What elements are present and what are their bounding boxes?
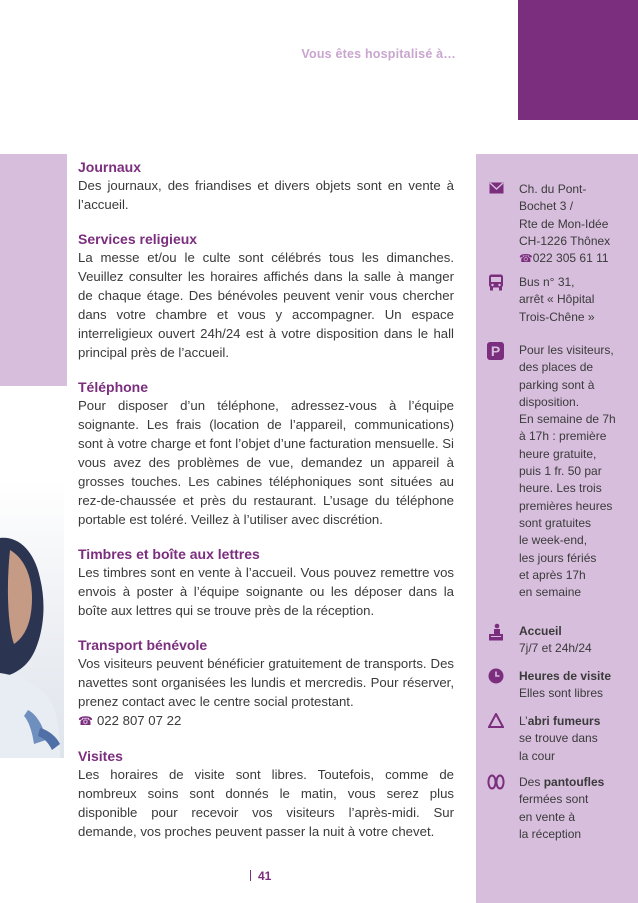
reception-desk-icon xyxy=(487,623,505,641)
visits-text: Elles sont libres xyxy=(519,686,604,701)
telephone-icon: ☎ xyxy=(78,714,93,728)
page-number-value: 41 xyxy=(258,869,272,883)
slippers-icon xyxy=(487,774,505,792)
parking-line: et après 17h xyxy=(519,567,586,582)
section-title: Services religieux xyxy=(78,231,198,247)
parking-line: puis 1 fr. 50 par xyxy=(519,464,602,479)
person-photo-illustration xyxy=(0,478,64,758)
phone-number: 022 807 07 22 xyxy=(96,713,182,728)
bus-line: Bus n° 31, xyxy=(519,275,575,289)
parking-line: heure. Les trois xyxy=(519,481,602,496)
section-telephone xyxy=(78,378,454,529)
page-header: Vous êtes hospitalisé à… xyxy=(301,47,456,61)
warning-triangle-icon xyxy=(487,713,505,731)
parking-line: parking sont à xyxy=(519,377,595,392)
section-body: Les timbres sont en vente à l’accueil. Vous pouvez remettre vos envois à poster à l’équipe soignante ou les déposer dans la boîte aux lettres qui se trouve près de la réception. xyxy=(78,565,454,618)
page-number-divider xyxy=(250,870,251,881)
bus-line: Trois-Chêne » xyxy=(519,309,595,324)
section-title: Visites xyxy=(78,748,123,764)
photo-fragment xyxy=(0,478,64,758)
slippers-bold: pantoufles xyxy=(543,775,605,789)
visits-title: Heures de visite xyxy=(519,669,612,683)
smoking-line: se trouve dans xyxy=(519,731,598,746)
parking-line: Pour les visiteurs, xyxy=(519,343,614,357)
section-journaux xyxy=(78,158,454,214)
parking-line: en semaine xyxy=(519,585,582,600)
parking-line: sont gratuites xyxy=(519,515,592,530)
header-color-block xyxy=(518,0,638,120)
section-title: Timbres et boîte aux lettres xyxy=(78,546,260,562)
section-transport xyxy=(78,636,454,731)
section-body: Les horaires de visite sont libres. Toutefois, comme de nombreux soins sont donnés le matin, vous serez plus disponible pour recevoir vos visiteurs l’après-midi. Sur demande, vos proches peuvent passer la nuit à votre chevet. xyxy=(78,767,454,839)
smoking-prefix: L’ xyxy=(519,714,528,728)
smoking-line: la cour xyxy=(519,748,556,763)
section-services-religieux xyxy=(78,230,454,362)
slippers-prefix: Des xyxy=(519,775,544,789)
phone-number: 022 305 61 11 xyxy=(532,251,609,266)
parking-line: heure gratuite, xyxy=(519,446,597,461)
parking-letter: P xyxy=(487,342,504,360)
section-visites xyxy=(78,747,454,841)
slippers-line: fermées sont xyxy=(519,792,589,807)
address-line: Rte de Mon-Idée xyxy=(519,216,609,231)
address-line: Bochet 3 / xyxy=(519,199,574,214)
section-body: Pour disposer d’un téléphone, adressez-vous à l’équipe soignante. Les frais (location de l’appareil, communications) sont à votre charge et font l’objet d’une facturation mensuelle. Si vous avez des problèmes de vue, demandez un appareil à grosses touches. Les cabines téléphoniques sont situées au rez-de-chaussée et près du restaurant. L’usage du téléphone portable est toléré. Veillez à l’utiliser avec discrétion. xyxy=(78,398,454,527)
bus-line: arrêt « Hôpital xyxy=(519,292,595,307)
accueil-hours: 7j/7 et 24h/24 xyxy=(519,641,592,656)
section-title: Journaux xyxy=(78,159,142,175)
section-body: Des journaux, des friandises et divers objets sont en vente à l’accueil. xyxy=(78,178,454,212)
left-color-tab xyxy=(0,154,67,386)
smoking-first-line xyxy=(519,713,635,730)
parking-line: premières heures xyxy=(519,498,613,513)
main-column xyxy=(78,158,454,857)
page-number xyxy=(250,869,271,883)
slippers-line: en vente à xyxy=(519,809,576,824)
address-phone xyxy=(519,250,635,268)
section-body: Vos visiteurs peuvent bénéficier gratuitement de transports. Des navettes sont organisées les lundis et mercredis. Pour réserver, prenez contact avec le centre social protestant. xyxy=(78,656,454,709)
slippers-first-line xyxy=(519,774,635,791)
parking-line: disposition. xyxy=(519,394,580,409)
address-line: Ch. du Pont- xyxy=(519,182,587,196)
envelope-icon xyxy=(487,181,505,199)
smoking-bold: abri fumeurs xyxy=(527,714,601,728)
parking-line: à 17h : première xyxy=(519,429,607,444)
slippers-line: la réception xyxy=(519,826,582,841)
clock-icon xyxy=(487,668,505,686)
bus-icon xyxy=(487,274,505,292)
parking-line: les jours fériés xyxy=(519,550,597,565)
info-sidebar xyxy=(476,154,638,903)
parking-line: le week-end, xyxy=(519,533,588,548)
accueil-title: Accueil xyxy=(519,624,562,638)
section-body: La messe et/ou le culte sont célébrés tous les dimanches. Veuillez consulter les horaires affichés dans la salle à manger de chaque étage. Des bénévoles peuvent venir vous chercher dans votre chambre et vous y accompagner. Un espace interreligieux ouvert 24h/24 est à votre disposition dans le hall principal près de l’accueil. xyxy=(78,250,454,360)
section-title: Téléphone xyxy=(78,379,149,395)
parking-icon xyxy=(487,342,505,360)
parking-line: En semaine de 7h xyxy=(519,412,616,427)
section-timbres xyxy=(78,545,454,620)
section-title: Transport bénévole xyxy=(78,637,208,653)
address-line: CH-1226 Thônex xyxy=(519,233,611,248)
telephone-icon: ☎ xyxy=(519,253,533,266)
transport-phone xyxy=(78,711,454,731)
parking-line: des places de xyxy=(519,360,594,375)
